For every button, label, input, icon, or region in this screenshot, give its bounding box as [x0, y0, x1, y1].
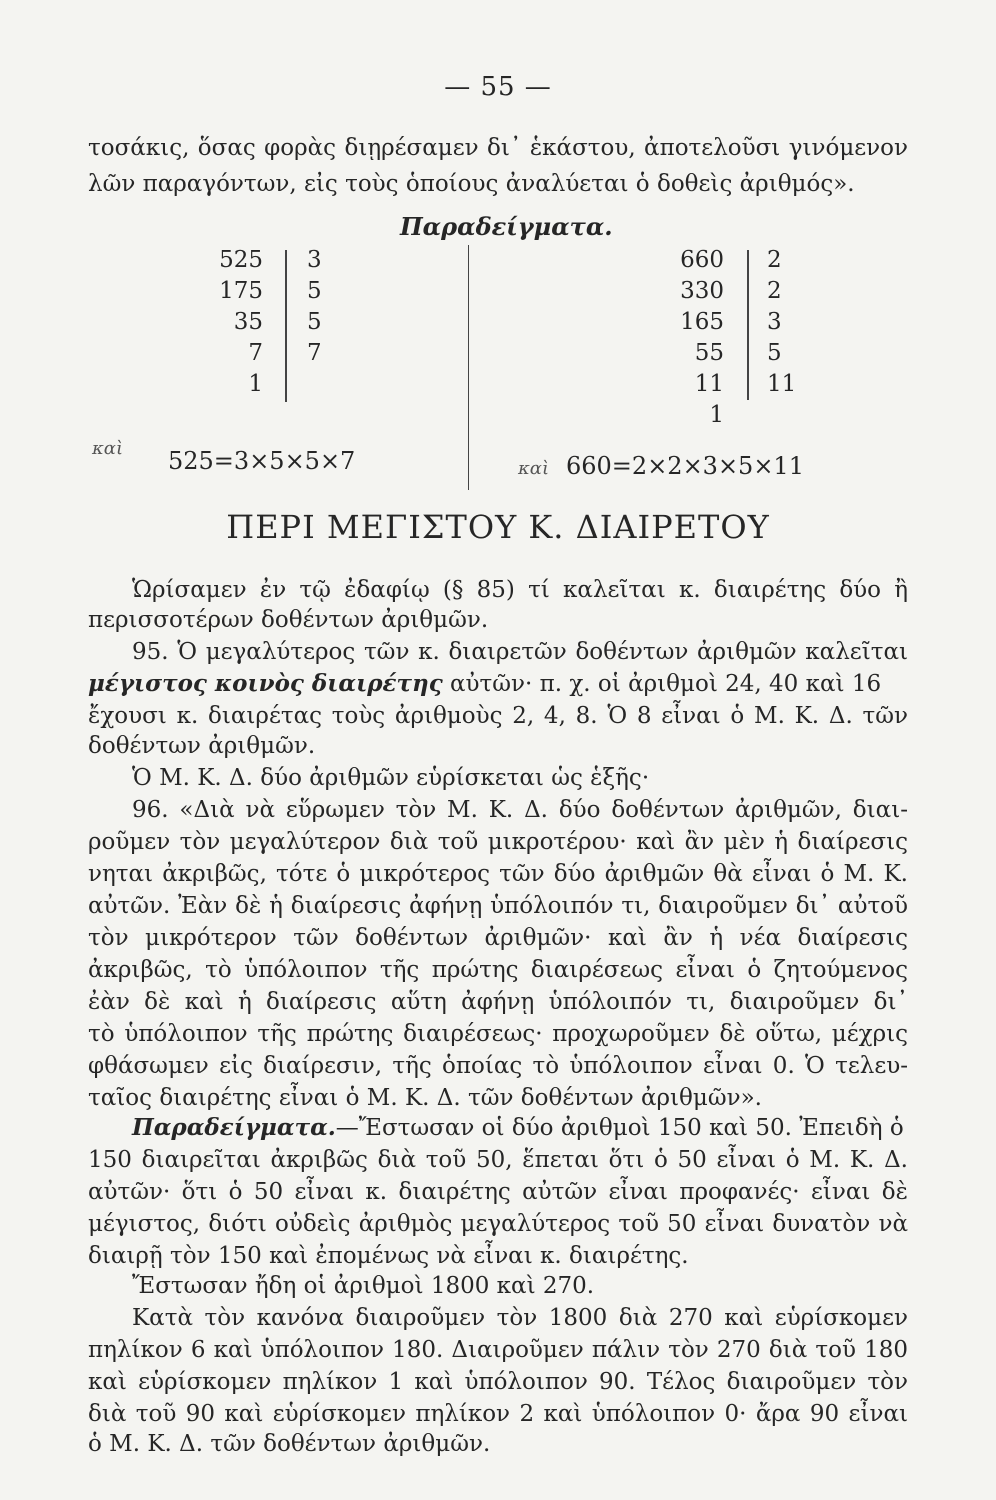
paragraph-line: ροῦμεν τὸν μεγαλύτερον διὰ τοῦ μικροτέρου· καὶ ἂν μὲν ἡ διαίρεσις [88, 829, 908, 855]
dividend: 525 [219, 247, 263, 273]
paragraph-line: δοθέντων ἀριθμῶν. [88, 733, 316, 759]
paragraph-line: τὸν μικρότερον τῶν δοθέντων ἀριθμῶν· καὶ ἂν ἡ νέα διαίρεσις [88, 925, 908, 951]
paragraph-line: Ἔστωσαν ἤδη οἱ ἀριθμοὶ 1800 καὶ 270. [132, 1273, 595, 1299]
text-run: —Ἔστωσαν οἱ δύο ἀριθμοὶ 150 καὶ 50. Ἐπειδὴ ὁ [335, 1115, 904, 1141]
handwritten-note: καὶ [518, 458, 550, 479]
factor: 5 [767, 340, 782, 366]
division-bar [285, 250, 287, 402]
dividend: 175 [219, 278, 263, 304]
intro-line-1: τοσάκις, ὅσας φορὰς διῃρέσαμεν δι᾽ ἑκάστου, ἀποτελοῦσι γινόμενον [88, 135, 908, 161]
dividend: 330 [680, 278, 724, 304]
dividend: 35 [233, 309, 263, 335]
dividend: 55 [694, 340, 724, 366]
factor: 3 [767, 309, 782, 335]
paragraph-line: διαιρῇ τὸν 150 καὶ ἐπομένως νὰ εἶναι κ. διαιρέτης. [88, 1243, 689, 1269]
paragraph-line: ὁ Μ. Κ. Δ. τῶν δοθέντων ἀριθμῶν. [88, 1431, 491, 1457]
example1-factors [307, 245, 347, 369]
example2-product: 660=2×2×3×5×11 [566, 452, 804, 480]
dividend: 1 [709, 402, 724, 428]
handwritten-note: καὶ [92, 438, 124, 459]
paragraph-line: Κατὰ τὸν κανόνα διαιροῦμεν τὸν 1800 διὰ 270 καὶ εὑρίσκομεν [132, 1305, 908, 1331]
division-bar [747, 250, 749, 400]
paragraph-line: φθάσωμεν εἰς διαίρεσιν, τῆς ὁποίας τὸ ὑπόλοιπον εἶναι 0. Ὁ τελευ- [88, 1053, 908, 1079]
examples-heading: Παραδείγματα. [400, 212, 613, 241]
paragraph-line: ταῖος διαιρέτης εἶναι ὁ Μ. Κ. Δ. τῶν δοθέντων ἀριθμῶν». [88, 1085, 762, 1111]
paragraph-line: 96. «Διὰ νὰ εὕρωμεν τὸν Μ. Κ. Δ. δύο δοθέντων ἀριθμῶν, διαι- [132, 797, 908, 823]
paragraph-line: Ὡρίσαμεν ἐν τῷ ἐδαφίῳ (§ 85) τί καλεῖται κ. διαιρέτης δύο ἢ [132, 577, 908, 603]
factor: 5 [307, 278, 322, 304]
factor: 2 [767, 278, 782, 304]
paragraph-line: νηται ἀκριβῶς, τότε ὁ μικρότερος τῶν δύο ἀριθμῶν θὰ εἶναι ὁ Μ. Κ. [88, 861, 908, 887]
paragraph-line: ἐὰν δὲ καὶ ἡ διαίρεσις αὕτη ἀφήνῃ ὑπόλοιπόν τι, διαιροῦμεν δι᾽ [88, 989, 908, 1015]
intro-line-2: λῶν παραγόντων, εἰς τοὺς ὁποίους ἀναλύεται ὁ δοθεὶς ἀριθμός». [88, 171, 855, 197]
paragraph-line: ἀκριβῶς, τὸ ὑπόλοιπον τῆς πρώτης διαιρέσεως εἶναι ὁ ζητούμενος [88, 957, 908, 983]
paragraph-line [132, 1112, 908, 1144]
paragraph-line: 150 διαιρεῖται ἀκριβῶς διὰ τοῦ 50, ἕπεται ὅτι ὁ 50 εἶναι ὁ Μ. Κ. Δ. [88, 1147, 908, 1173]
page-number: — 55 — [444, 72, 552, 102]
text-run: αὐτῶν· π. χ. οἱ ἀριθμοὶ 24, 40 καὶ 16 [442, 671, 882, 697]
paragraph-line: τὸ ὑπόλοιπον τῆς πρώτης διαιρέσεως· προχωροῦμεν δὲ οὕτω, μέχρις [88, 1021, 908, 1047]
example2-factors [767, 245, 817, 400]
example1-dividends [205, 245, 263, 400]
paragraph-line: αὐτῶν. Ἐὰν δὲ ἡ διαίρεσις ἀφήνῃ ὑπόλοιπόν τι, διαιροῦμεν δι᾽ αὐτοῦ [88, 893, 908, 919]
factor: 7 [307, 340, 322, 366]
paragraph-line: διὰ τοῦ 90 καὶ εὑρίσκομεν πηλίκον 2 καὶ ὑπόλοιπον 0· ἄρα 90 εἶναι [88, 1401, 908, 1427]
factor: 3 [307, 247, 322, 273]
paragraph-line: περισσοτέρων δοθέντων ἀριθμῶν. [88, 607, 489, 633]
factor: 11 [767, 371, 797, 397]
examples-divider [468, 245, 469, 490]
factor: 5 [307, 309, 322, 335]
dividend: 165 [680, 309, 724, 335]
dividend: 11 [694, 371, 724, 397]
dividend: 7 [248, 340, 263, 366]
paragraph-line: ἔχουσι κ. διαιρέτας τοὺς ἀριθμοὺς 2, 4, 8. Ὁ 8 εἶναι ὁ Μ. Κ. Δ. τῶν [88, 703, 908, 729]
paragraph-line: 95. Ὁ μεγαλύτερος τῶν κ. διαιρετῶν δοθέντων ἀριθμῶν καλεῖται [132, 639, 908, 665]
paragraph-line: καὶ εὑρίσκομεν πηλίκον 1 καὶ ὑπόλοιπον 90. Τέλος διαιροῦμεν τὸν [88, 1369, 908, 1395]
term-highlight: μέγιστος κοινὸς διαιρέτης [88, 670, 443, 697]
dividend: 1 [248, 371, 263, 397]
example1-product: 525=3×5×5×7 [168, 447, 356, 475]
paragraph-line: αὐτῶν· ὅτι ὁ 50 εἶναι κ. διαιρέτης αὐτῶν εἶναι προφανές· εἶναι δὲ [88, 1179, 908, 1205]
section-title: ΠΕΡΙ ΜΕΓΙΣΤΟΥ Κ. ΔΙΑΙΡΕΤΟΥ [226, 508, 770, 546]
paragraph-line: πηλίκον 6 καὶ ὑπόλοιπον 180. Διαιροῦμεν πάλιν τὸν 270 διὰ τοῦ 180 [88, 1337, 908, 1363]
paragraph-line: μέγιστος, διότι οὐδεὶς ἀριθμὸς μεγαλύτερος τοῦ 50 εἶναι δυνατὸν νὰ [88, 1211, 908, 1237]
paragraph-line: Ὁ Μ. Κ. Δ. δύο ἀριθμῶν εὑρίσκεται ὡς ἑξῆς· [132, 765, 650, 791]
factor: 2 [767, 247, 782, 273]
term-highlight: Παραδείγματα. [132, 1114, 336, 1141]
paragraph-line [88, 668, 908, 700]
dividend: 660 [680, 247, 724, 273]
example2-dividends [660, 245, 724, 431]
